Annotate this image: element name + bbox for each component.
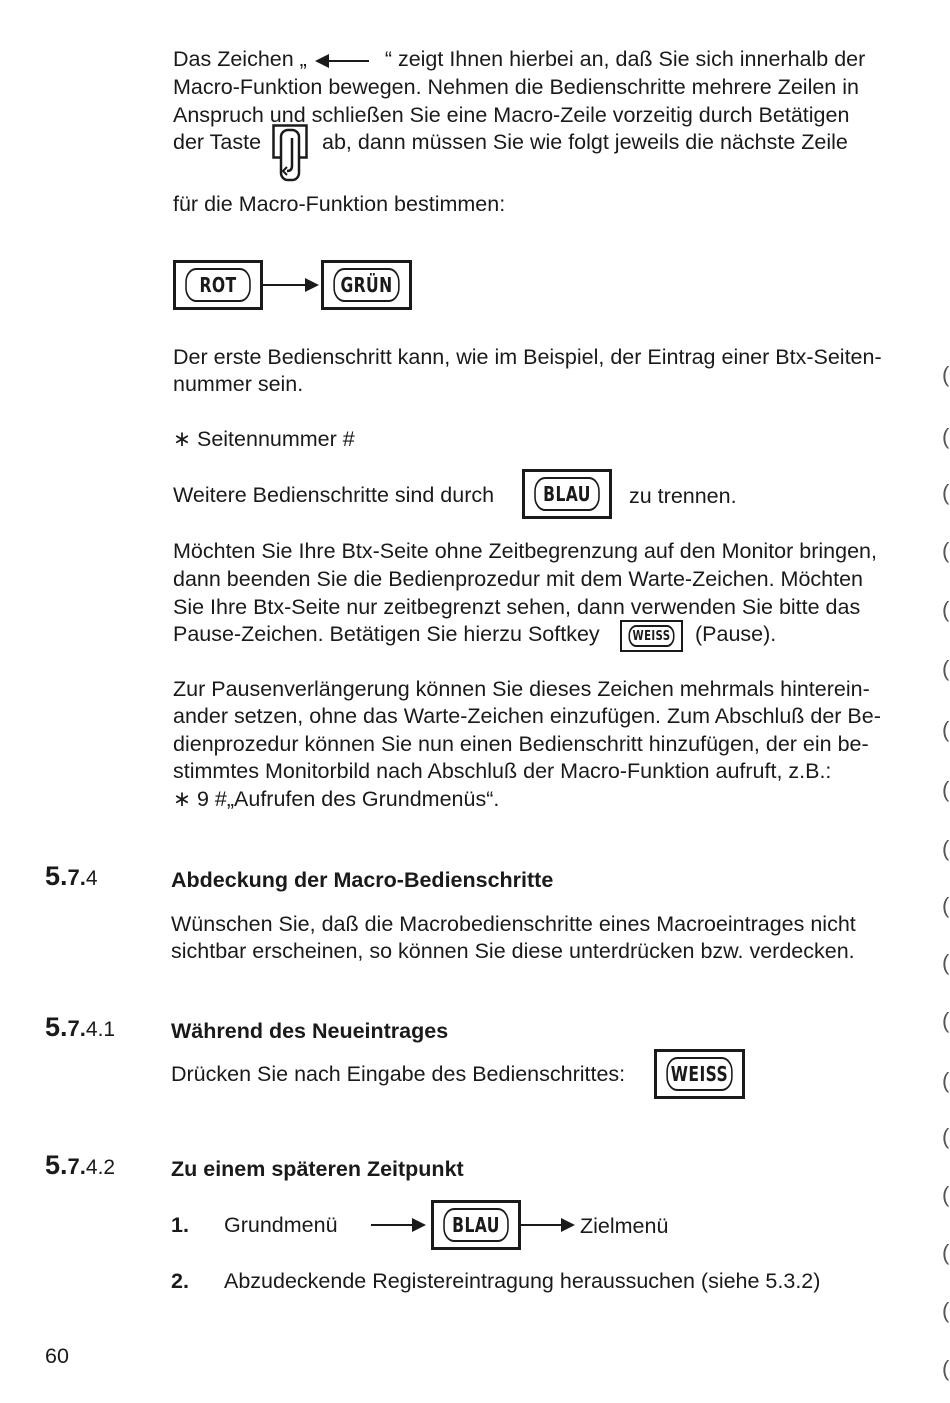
monitor-line-4b: (Pause). [695,622,777,646]
pause-line-5: ∗ 9 #„Aufrufen des Grundmenüs“. [173,787,500,811]
binding-mark: ( [942,424,950,449]
section-574-line-2: sichtbar erscheinen, so können Sie diese unterdrücken bzw. verdecken. [171,939,855,963]
binding-mark: ( [942,1298,950,1323]
right-arrow-icon [263,284,317,286]
weiss-softkey-label: WEISS [628,625,674,647]
binding-mark: ( [942,893,950,918]
section-5741-number: 5.7.4.1 [45,1012,116,1042]
intro-line-3: Anspruch und schließen Sie eine Macro-Zeile vorzeitig durch Betätigen [173,103,850,127]
binding-mark: ( [942,717,950,742]
gruen-key-label: GRÜN [333,268,399,302]
seitennummer-line: ∗ Seitennummer # [173,427,355,451]
page-number: 60 [45,1344,69,1368]
step-2-number: 2. [171,1269,189,1293]
binding-mark: ( [942,1240,950,1265]
first-step-line-2: nummer sein. [173,372,304,396]
monitor-line-1: Möchten Sie Ihre Btx-Seite ohne Zeitbegrenzung auf den Monitor bringen, [173,539,877,563]
intro-line-5: für die Macro-Funktion bestimmen: [173,192,506,216]
section-574-number: 5.7.4 [45,861,98,891]
blau-key-label: BLAU [534,477,600,511]
intro-line-4b: ab, dann müssen Sie wie folgt jeweils die nächste Zeile [322,130,848,154]
pause-line-1: Zur Pausenverlängerung können Sie dieses Zeichen mehrmals hinterein- [173,677,870,701]
binding-mark: ( [942,656,950,681]
section-5742-number: 5.7.4.2 [45,1150,116,1180]
binding-mark: ( [942,480,950,505]
binding-mark: ( [942,950,950,975]
binding-mark: ( [942,597,950,622]
first-step-line-1: Der erste Bedienschritt kann, wie im Beispiel, der Eintrag einer Btx-Seiten- [173,345,882,369]
section-5741-text: Drücken Sie nach Eingabe des Bedienschrittes: [171,1062,626,1086]
binding-mark: ( [942,836,950,861]
intro-line-1 [173,46,865,73]
step-1-to: Zielmenü [580,1214,669,1238]
monitor-line-4a: Pause-Zeichen. Betätigen Sie hierzu Softkey [173,622,600,646]
step-2-text: Abzudeckende Registereintragung heraussuchen (siehe 5.3.2) [224,1269,821,1293]
weiss-softkey [620,620,683,652]
binding-mark: ( [942,1124,950,1149]
pause-line-3: dienprozedur können Sie nun einen Bedienschritt hinzufügen, der ein be- [173,732,869,756]
separate-text-after: zu trennen. [629,484,737,508]
step-1-from: Grundmenü [224,1213,338,1237]
intro-line-4a: der Taste [173,130,262,154]
intro-line-2: Macro-Funktion bewegen. Nehmen die Bedienschritte mehrere Zeilen in [173,75,859,99]
intro-text-1b: “ zeigt Ihnen hierbei an, daß Sie sich innerhalb der [384,47,866,71]
separate-text-before: Weitere Bedienschritte sind durch [173,483,495,507]
step-1-blau-key [431,1200,521,1250]
step-1-arrow-2-icon [521,1224,573,1226]
step-1-number: 1. [171,1213,189,1237]
binding-mark: ( [942,1356,950,1381]
pause-line-4: stimmtes Monitorbild nach Abschluß der Macro-Funktion aufruft, z.B.: [173,759,832,783]
blau-key [522,469,612,519]
weiss-key-label: WEISS [666,1057,732,1091]
binding-mark: ( [942,538,950,563]
step-1-arrow-1-icon [371,1224,424,1226]
section-574-line-1: Wünschen Sie, daß die Macrobedienschritte eines Macroeintrages nicht [171,912,856,936]
intro-text-1a: Das Zeichen „ [173,47,307,71]
section-574-title: Abdeckung der Macro-Bedienschritte [171,868,554,892]
monitor-line-2: dann beenden Sie die Bedienprozedur mit dem Warte-Zeichen. Möchten [173,567,863,591]
rot-key-label: ROT [185,268,251,302]
binding-mark: ( [942,1182,950,1207]
binding-mark: ( [942,362,950,387]
binding-mark: ( [942,777,950,802]
return-key-icon [272,124,308,180]
binding-mark: ( [942,1068,950,1093]
section-5741-title: Während des Neueintrages [171,1019,449,1043]
gruen-key [321,260,412,310]
left-arrow-icon [317,56,369,66]
monitor-line-3: Sie Ihre Btx-Seite nur zeitbegrenzt sehen, dann verwenden Sie bitte das [173,595,861,619]
rot-key [173,260,263,310]
binding-mark: ( [942,1008,950,1033]
pause-line-2: ander setzen, ohne das Warte-Zeichen einzufügen. Zum Abschluß der Be- [173,704,881,728]
step-1-blau-key-label: BLAU [443,1208,509,1242]
weiss-key [654,1049,745,1099]
section-5742-title: Zu einem späteren Zeitpunkt [171,1157,464,1181]
